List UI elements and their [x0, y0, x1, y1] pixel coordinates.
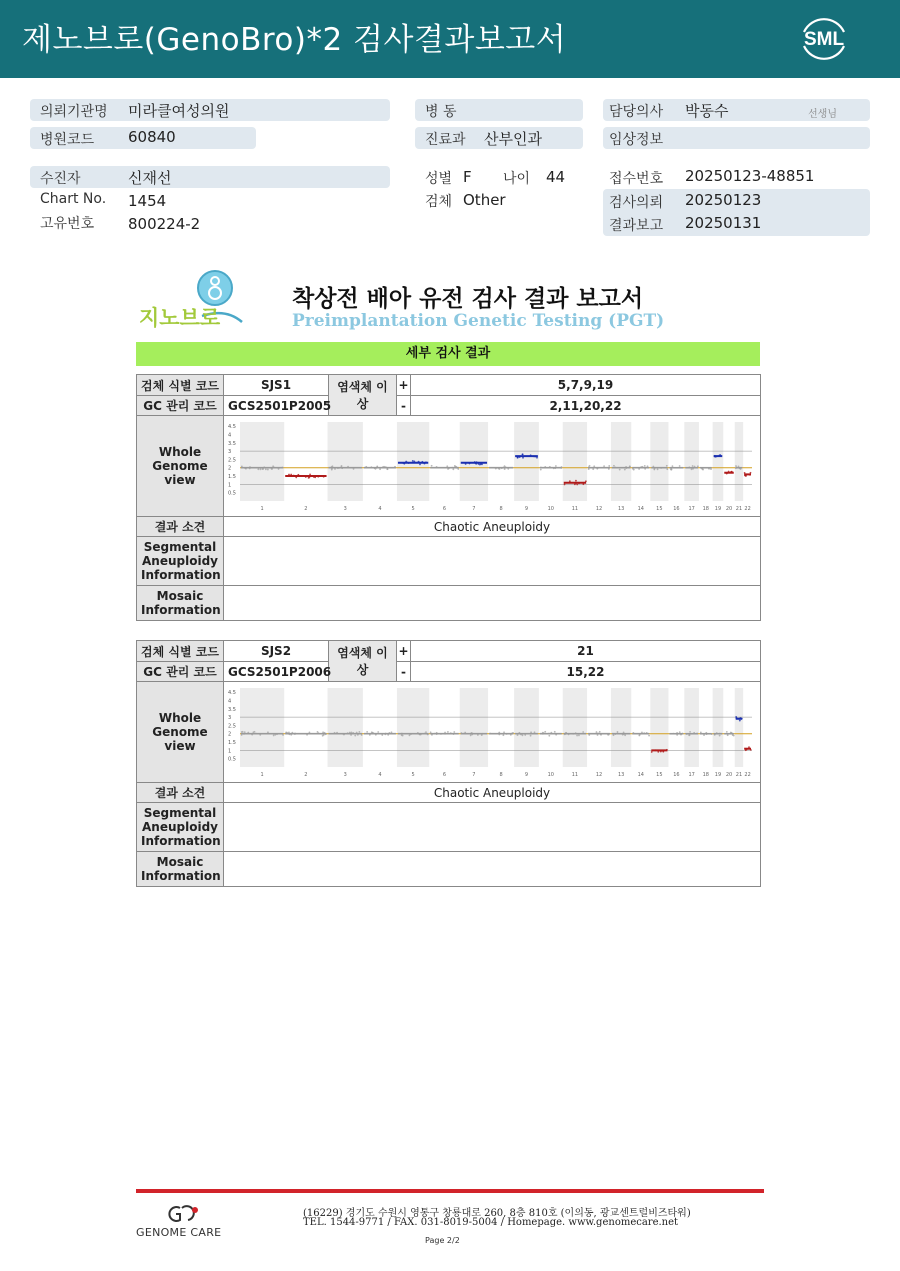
copy-number-point [309, 473, 311, 475]
y-tick-label: 2.5 [228, 457, 236, 464]
copy-number-point [735, 716, 737, 718]
chromosome-band [563, 422, 587, 501]
copy-number-point [735, 465, 737, 467]
loss-chromosomes: 2,11,20,22 [411, 396, 761, 416]
chromosome-band [650, 422, 668, 501]
copy-number-point [536, 457, 538, 459]
copy-number-point [599, 731, 601, 733]
x-tick-label: 17 [688, 772, 695, 778]
specimen-code-value: SJS1 [224, 375, 329, 396]
copy-number-point [377, 731, 379, 733]
section-header: 세부 검사 결과 [136, 342, 760, 366]
genobro-logo-text: 지노브로 [139, 306, 221, 330]
chromosome-band [650, 688, 668, 767]
copy-number-point [358, 731, 360, 733]
chart-no-value: 1454 [128, 192, 167, 210]
x-tick-label: 15 [656, 772, 663, 778]
copy-number-point [613, 734, 615, 736]
chromosome-band [240, 688, 284, 767]
specimen-value: Other [463, 191, 506, 209]
whole-genome-label: Whole Genome view [137, 416, 224, 517]
copy-number-point [593, 465, 595, 467]
gc-code-label: GC 관리 코드 [137, 396, 224, 416]
x-tick-label: 14 [637, 506, 644, 512]
chromosome-band [684, 688, 699, 767]
x-tick-label: 14 [637, 772, 644, 778]
footer-divider [136, 1189, 764, 1193]
x-tick-label: 3 [343, 772, 347, 778]
copy-number-point [425, 731, 427, 733]
sml-logo [796, 12, 852, 64]
chromosome-band [514, 688, 539, 767]
genobro-logo [136, 268, 252, 330]
hospital-code-label: 병원코드 [40, 132, 95, 148]
copy-number-point [651, 751, 653, 753]
copy-number-point [522, 734, 524, 736]
copy-number-point [575, 480, 577, 482]
x-tick-label: 11 [571, 772, 579, 778]
chromosome-band [460, 422, 488, 501]
gc-code-label: GC 관리 코드 [137, 662, 224, 682]
loss-sign: - [397, 396, 411, 416]
x-tick-label: 3 [343, 506, 347, 512]
result-table-2 [136, 640, 761, 887]
specimen-code-label: 검체 식별 코드 [137, 641, 224, 662]
doctor-label: 담당의사 [609, 104, 664, 120]
copy-number-point [447, 731, 449, 733]
unique-no-label: 고유번호 [40, 216, 95, 232]
copy-number-point [578, 735, 580, 737]
copy-number-point [592, 468, 594, 470]
copy-number-point [608, 465, 610, 467]
copy-number-point [272, 465, 274, 467]
y-tick-label: 1.5 [228, 740, 236, 747]
segmental-label: Segmental Aneuploidy Information [137, 803, 224, 852]
doctor-value: 박동수 [685, 102, 729, 120]
x-tick-label: 1 [260, 506, 264, 512]
copy-number-point [672, 465, 674, 467]
x-tick-label: 9 [524, 772, 529, 778]
gc-code-value: GCS2501P2005 [224, 396, 329, 416]
x-tick-label: 8 [499, 506, 503, 512]
copy-number-point [366, 731, 368, 733]
institution-value: 미라클여성의원 [128, 102, 230, 120]
copy-number-point [653, 469, 655, 471]
department-value: 산부인과 [484, 130, 542, 148]
copy-number-point [638, 735, 640, 737]
result-table-1 [136, 374, 761, 621]
y-tick-label: 1 [228, 482, 232, 489]
copy-number-point [670, 468, 672, 470]
x-tick-label: 15 [656, 506, 663, 512]
copy-number-point [502, 734, 504, 736]
genome-care-name: GENOME CARE [136, 1226, 222, 1239]
specimen-label: 검체 [425, 194, 453, 210]
chromosome-band [563, 688, 587, 767]
copy-number-point [517, 457, 519, 459]
copy-number-point [692, 465, 694, 467]
copy-number-point [564, 484, 566, 486]
copy-number-point [387, 468, 389, 470]
copy-number-point [257, 468, 259, 470]
copy-number-point [267, 731, 269, 733]
x-tick-label: 16 [673, 506, 680, 512]
copy-number-point [619, 469, 621, 471]
copy-number-point [322, 731, 324, 733]
x-tick-label: 10 [547, 506, 555, 512]
hospital-code-value: 60840 [128, 128, 176, 146]
gain-sign: + [397, 375, 411, 396]
y-tick-label: 2 [228, 465, 232, 472]
copy-number-point [688, 734, 690, 736]
x-tick-label: 12 [595, 772, 603, 778]
y-tick-label: 1 [228, 748, 232, 755]
copy-number-point [419, 464, 421, 466]
copy-number-point [273, 735, 275, 737]
x-tick-label: 2 [304, 506, 308, 512]
copy-number-point [412, 460, 414, 462]
footer-address: (16229) 경기도 수원시 영통구 창룡대로 260, 8층 810호 (이의동, 광교센트럴비즈타워) [303, 1208, 691, 1219]
copy-number-point [733, 735, 735, 737]
copy-number-point [691, 468, 693, 470]
chromosome-band [611, 688, 631, 767]
department-label: 진료과 [425, 132, 466, 148]
copy-number-point [452, 468, 454, 470]
sml-logo-text: SML [803, 29, 845, 50]
ward-label: 병 동 [425, 104, 457, 120]
x-tick-label: 20 [725, 772, 733, 778]
copy-number-point [576, 735, 578, 737]
y-tick-label: 4.5 [228, 424, 236, 431]
footer-contact: TEL. 1544-9771 / FAX. 031-8019-5004 / Homepage. www.genomecare.net [303, 1217, 679, 1228]
copy-number-point [555, 465, 557, 467]
chromosome-band [240, 422, 284, 501]
page-title: 제노브로(GenoBro)*2 검사결과보고서 [22, 22, 567, 58]
y-tick-label: 4 [228, 698, 232, 705]
x-tick-label: 19 [714, 772, 722, 778]
loss-sign: - [397, 662, 411, 682]
chromosome-band [397, 688, 429, 767]
loss-chromosomes: 15,22 [411, 662, 761, 682]
copy-number-point [647, 465, 649, 467]
copy-number-point [574, 484, 576, 486]
report-title: 착상전 배아 유전 검사 결과 보고서 [292, 286, 644, 312]
y-tick-label: 2.5 [228, 723, 236, 730]
chart-no-label: Chart No. [40, 191, 107, 207]
chromosome-band [514, 422, 539, 501]
clinical-label: 임상정보 [609, 132, 664, 148]
age-value: 44 [546, 168, 566, 186]
finding-label: 결과 소견 [137, 517, 224, 537]
y-tick-label: 3.5 [228, 706, 236, 713]
x-tick-label: 1 [260, 772, 264, 778]
x-tick-label: 4 [378, 772, 382, 778]
x-tick-label: 18 [702, 506, 709, 512]
x-tick-label: 13 [617, 506, 625, 512]
x-tick-label: 5 [411, 772, 415, 778]
copy-number-point [603, 465, 605, 467]
copy-number-point [244, 731, 246, 733]
copy-number-point [629, 465, 631, 467]
mosaic-label: Mosaic Information [137, 586, 224, 621]
copy-number-point [530, 735, 532, 737]
copy-number-point [702, 469, 704, 471]
copy-number-point [540, 469, 542, 471]
sex-label: 성별 [425, 171, 453, 187]
copy-number-point [548, 735, 550, 737]
x-tick-label: 17 [688, 506, 695, 512]
copy-number-point [379, 468, 381, 470]
gain-sign: + [397, 641, 411, 662]
copy-number-point [726, 731, 728, 733]
patient-label: 수진자 [40, 171, 81, 187]
x-tick-label: 22 [744, 772, 751, 778]
copy-number-point [522, 453, 524, 455]
copy-number-point [679, 731, 681, 733]
copy-number-point [589, 465, 591, 467]
chrom-abnormal-label: 염색체 이상 [329, 375, 397, 416]
receipt-no-value: 20250123-48851 [685, 167, 815, 185]
x-tick-label: 7 [472, 772, 476, 778]
copy-number-point [354, 735, 356, 737]
y-tick-label: 0.5 [228, 756, 236, 763]
copy-number-point [401, 734, 403, 736]
x-tick-label: 11 [571, 506, 579, 512]
copy-number-point [371, 731, 373, 733]
copy-number-point [241, 731, 243, 733]
finding-value: Chaotic Aneuploidy [224, 783, 761, 803]
copy-number-point [644, 465, 646, 467]
x-tick-label: 21 [735, 772, 743, 778]
chromosome-band [328, 422, 363, 501]
x-tick-label: 7 [472, 506, 476, 512]
copy-number-point [391, 731, 393, 733]
segmental-value [224, 537, 761, 586]
x-tick-label: 2 [304, 772, 308, 778]
page-number: Page 2/2 [425, 1236, 460, 1245]
gc-code-value: GCS2501P2006 [224, 662, 329, 682]
y-tick-label: 3.5 [228, 440, 236, 447]
x-tick-label: 6 [442, 506, 447, 512]
y-tick-label: 2 [228, 731, 232, 738]
copy-number-point [648, 735, 650, 737]
unique-no-value: 800224-2 [128, 215, 201, 233]
y-tick-label: 3 [228, 449, 232, 456]
whole-genome-chart-1 [226, 419, 756, 513]
request-date-value: 20250123 [685, 191, 762, 209]
copy-number-point [657, 469, 659, 471]
chromosome-band [713, 422, 724, 501]
x-tick-label: 4 [378, 506, 382, 512]
age-label: 나이 [503, 171, 531, 187]
specimen-code-value: SJS2 [224, 641, 329, 662]
copy-number-point [544, 731, 546, 733]
chrom-abnormal-label: 염색체 이상 [329, 641, 397, 682]
report-subtitle: Preimplantation Genetic Testing (PGT) [292, 311, 665, 331]
gain-chromosomes: 5,7,9,19 [411, 375, 761, 396]
x-tick-label: 10 [547, 772, 555, 778]
copy-number-point [431, 465, 433, 467]
institution-label: 의뢰기관명 [40, 104, 108, 120]
x-tick-label: 22 [744, 506, 751, 512]
receipt-no-label: 접수번호 [609, 171, 664, 187]
specimen-code-label: 검체 식별 코드 [137, 375, 224, 396]
copy-number-point [260, 468, 262, 470]
whole-genome-label: Whole Genome view [137, 682, 224, 783]
copy-number-point [582, 731, 584, 733]
whole-genome-chart-2 [226, 685, 756, 779]
patient-value: 신재선 [128, 169, 172, 187]
finding-label: 결과 소견 [137, 783, 224, 803]
report-header [0, 0, 900, 78]
patient-chip [30, 166, 390, 188]
copy-number-point [679, 465, 681, 467]
copy-number-point [470, 735, 472, 737]
x-tick-label: 21 [735, 506, 743, 512]
x-tick-label: 12 [595, 506, 603, 512]
copy-number-point [453, 731, 455, 733]
y-tick-label: 3 [228, 715, 232, 722]
chromosome-band [684, 422, 699, 501]
copy-number-point [739, 720, 741, 722]
copy-number-point [409, 734, 411, 736]
copy-number-point [252, 731, 254, 733]
copy-number-point [341, 465, 343, 467]
chromosome-band [328, 688, 363, 767]
copy-number-point [522, 457, 524, 459]
chromosome-band [735, 688, 743, 767]
copy-number-point [727, 734, 729, 736]
copy-number-point [596, 731, 598, 733]
x-tick-label: 16 [673, 772, 680, 778]
segmental-value [224, 803, 761, 852]
chromosome-band [611, 422, 631, 501]
copy-number-point [446, 465, 448, 467]
copy-number-point [624, 469, 626, 471]
copy-number-point [308, 477, 310, 479]
copy-number-point [554, 731, 556, 733]
finding-value: Chaotic Aneuploidy [224, 517, 761, 537]
copy-number-point [265, 468, 267, 470]
chromosome-band [735, 422, 743, 501]
report-date-label: 결과보고 [609, 218, 664, 234]
copy-number-point [666, 468, 668, 470]
y-tick-label: 4 [228, 432, 232, 439]
x-tick-label: 20 [725, 506, 733, 512]
copy-number-point [666, 465, 668, 467]
report-date-value: 20250131 [685, 214, 762, 232]
y-tick-label: 0.5 [228, 490, 236, 497]
mosaic-value [224, 586, 761, 621]
x-tick-label: 18 [702, 772, 709, 778]
mosaic-value [224, 852, 761, 887]
copy-number-point [503, 731, 505, 733]
copy-number-point [267, 469, 269, 471]
copy-number-point [719, 735, 721, 737]
chromosome-band [713, 688, 724, 767]
x-tick-label: 13 [617, 772, 625, 778]
copy-number-point [613, 465, 615, 467]
copy-number-point [534, 731, 536, 733]
chromosome-band [460, 688, 488, 767]
x-tick-label: 19 [714, 506, 722, 512]
doctor-suffix: 선생님 [808, 109, 837, 120]
whole-genome-chart-cell [224, 416, 761, 517]
y-tick-label: 4.5 [228, 690, 236, 697]
mosaic-label: Mosaic Information [137, 852, 224, 887]
sex-value: F [463, 168, 472, 186]
gain-chromosomes: 21 [411, 641, 761, 662]
x-tick-label: 8 [499, 772, 503, 778]
copy-number-point [750, 472, 752, 474]
copy-number-point [689, 731, 691, 733]
x-tick-label: 9 [524, 506, 529, 512]
y-tick-label: 1.5 [228, 474, 236, 481]
segmental-label: Segmental Aneuploidy Information [137, 537, 224, 586]
x-tick-label: 6 [442, 772, 447, 778]
whole-genome-chart-cell [224, 682, 761, 783]
x-tick-label: 5 [411, 506, 415, 512]
request-date-label: 검사의뢰 [609, 195, 664, 211]
